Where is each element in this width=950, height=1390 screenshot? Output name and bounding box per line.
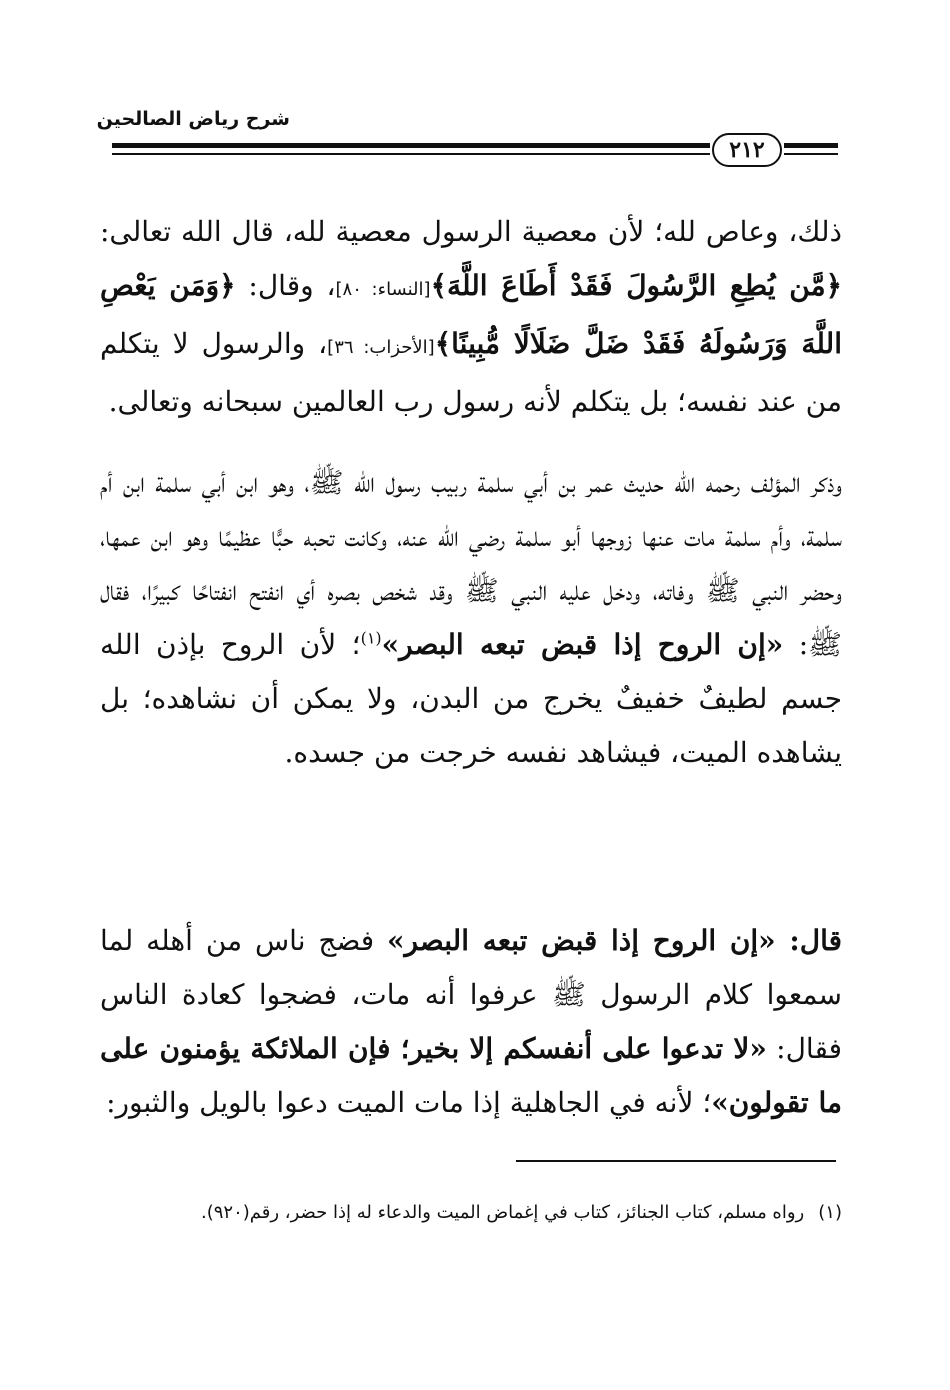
header-rule-thick	[112, 143, 710, 148]
paragraph-1-text-a: ذلك، وعاص لله؛ لأن معصية الرسول معصية لله، قال الله تعالى:	[100, 215, 842, 248]
paragraph-1-text-b: ، وقال:	[235, 269, 336, 302]
paragraph-2-text-b: ؛ لأن الروح بإذن الله جسم لطيفٌ خفيفٌ يخرج من البدن، ولا يمكن أن نشاهده؛ بل يشاهده الميت، فيشاهد نفسه خرجت من جسده.	[100, 628, 842, 769]
verse-reference-2: [الأحزاب: ٣٦]	[327, 337, 435, 358]
paragraph-1-text-c: ، والرسول لا يتكلم من عند نفسه؛ بل يتكلم لأنه رسول رب العالمين سبحانه وتعالى.	[100, 327, 842, 418]
paragraph-3-lead: قال:	[775, 924, 842, 957]
hadith-quote-1: «إن الروح إذا قبض تبعه البصر»	[381, 628, 784, 661]
header-rule-thin	[112, 153, 710, 155]
footnote-marker: (١)	[818, 1202, 842, 1223]
quran-verse-1: ﴿مَّن يُطِعِ الرَّسُولَ فَقَدْ أَطَاعَ اللَّهَ﴾	[430, 269, 843, 302]
paragraph-2-text-a: وذكر المؤلف رحمه الله حديث عمر بن أبي سلمة ربيب رسول الله ﷺ، وهو ابن أبي سلمة ابن أم سلمة، وأم سلمة مات عنها زوجها أبو سلمة رضي الله عنه، وكانت تحبه حبًّا عظيمًا وهو ابن عمها، وحضر النبي ﷺ وفاته، ودخل عليه النبي ﷺ وقد شخص بصره أي انفتح انفتاحًا كبيرًا، فقال ﷺ:	[100, 466, 842, 661]
hadith-quote-2: «إن الروح إذا قبض تبعه البصر»	[386, 924, 776, 957]
footnote-text: رواه مسلم، كتاب الجنائز، كتاب في إغماض الميت والدعاء له إذا حضر، رقم(٩٢٠).	[201, 1202, 805, 1223]
paragraph-1	[100, 205, 842, 429]
header-rule-right-thin	[784, 153, 838, 155]
paragraph-3-text-b: ؛ لأنه في الجاهلية إذا مات الميت دعوا بالويل والثبور:	[106, 1086, 712, 1119]
quran-verse-2: ﴿وَمَن يَعْصِ اللَّهَ وَرَسُولَهُ فَقَدْ ضَلَّ ضَلَالًا مُّبِينًا﴾	[100, 269, 842, 360]
paragraph-3-text-a: فضج ناس من أهله لما سمعوا كلام الرسول ﷺ عرفوا أنه مات، فضجوا كعادة الناس فقال:	[100, 924, 842, 1065]
header-rule-right-thick	[784, 143, 838, 148]
page-number: ٢١٢	[712, 133, 782, 167]
paragraph-2	[100, 456, 842, 780]
paragraph-3	[100, 914, 842, 1130]
verse-reference-1: [النساء: ٨٠]	[335, 279, 431, 300]
hadith-quote-3: «لا تدعوا على أنفسكم إلا بخير؛ فإن الملائكة يؤمنون على ما تقولون»	[100, 1032, 842, 1119]
footnote-separator	[516, 1160, 836, 1162]
footnote-reference: (١)	[360, 628, 382, 648]
book-title: شرح رياض الصالحين	[96, 108, 290, 130]
footnote	[100, 1196, 842, 1230]
